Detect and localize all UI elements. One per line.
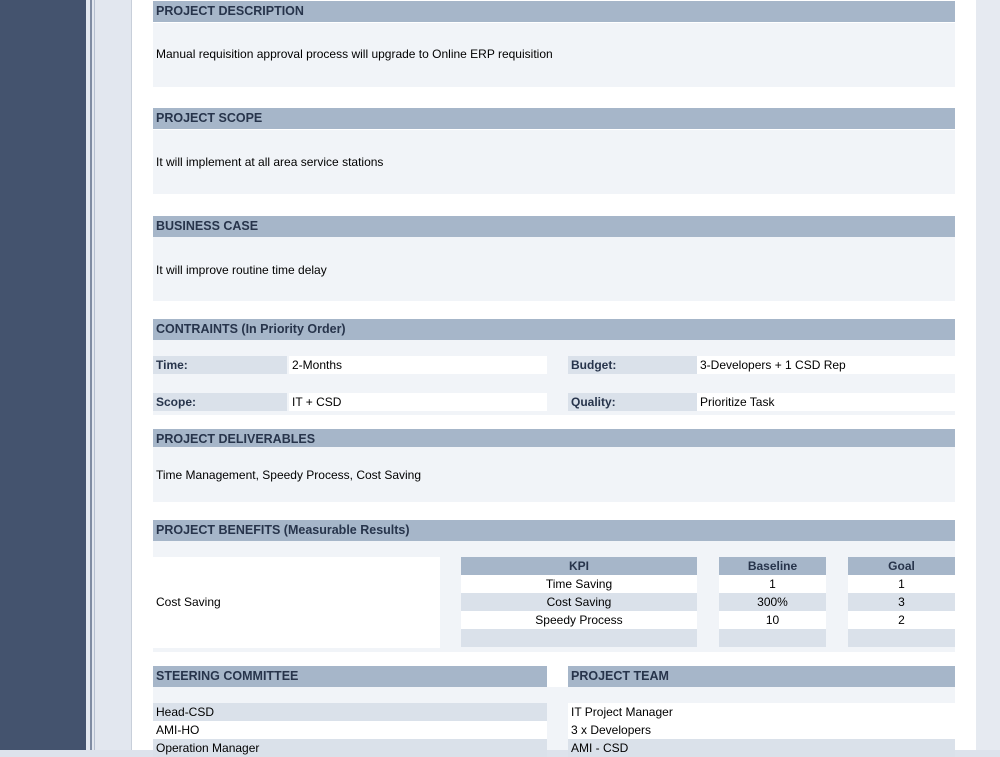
baseline-cell: 10	[719, 611, 826, 629]
deliverables-box	[153, 447, 955, 502]
project-description-box	[153, 23, 955, 87]
constraints-heading: CONTRAINTS (In Priority Order)	[153, 319, 955, 340]
kpi-cell: Time Saving	[461, 575, 697, 593]
budget-label: Budget:	[568, 356, 697, 374]
kpi-cell: Cost Saving	[461, 593, 697, 611]
project-description-text: Manual requisition approval process will upgrade to Online ERP requisition	[156, 47, 553, 61]
kpi-cell-empty	[461, 629, 697, 647]
committee-member: AMI-HO	[153, 721, 547, 739]
goal-cell: 2	[848, 611, 955, 629]
committee-member: Operation Manager	[153, 739, 547, 757]
goal-cell: 3	[848, 593, 955, 611]
goal-cell: 1	[848, 575, 955, 593]
project-scope-text: It will implement at all area service stations	[156, 155, 384, 169]
budget-value: 3-Developers + 1 CSD Rep	[697, 356, 955, 374]
team-member: AMI - CSD	[568, 739, 955, 757]
team-member: 3 x Developers	[568, 721, 955, 739]
deliverables-heading: PROJECT DELIVERABLES	[153, 429, 955, 450]
baseline-cell: 1	[719, 575, 826, 593]
steering-committee-heading: STEERING COMMITTEE	[153, 666, 547, 687]
team-member: IT Project Manager	[568, 703, 955, 721]
project-scope-heading: PROJECT SCOPE	[153, 108, 955, 129]
time-value: 2-Months	[289, 356, 547, 374]
sidebar	[0, 0, 86, 750]
business-case-text: It will improve routine time delay	[156, 263, 327, 277]
quality-label: Quality:	[568, 393, 697, 411]
deliverables-text: Time Management, Speedy Process, Cost Saving	[156, 468, 422, 482]
goal-cell-empty	[848, 629, 955, 647]
goal-header: Goal	[848, 557, 955, 575]
time-label: Time:	[153, 356, 287, 374]
business-case-heading: BUSINESS CASE	[153, 216, 955, 237]
business-case-box	[153, 237, 955, 301]
project-scope-box	[153, 130, 955, 194]
kpi-header: KPI	[461, 557, 697, 575]
baseline-header: Baseline	[719, 557, 826, 575]
scope-label: Scope:	[153, 393, 287, 411]
project-description-heading: PROJECT DESCRIPTION	[153, 1, 955, 22]
baseline-cell: 300%	[719, 593, 826, 611]
project-team-heading: PROJECT TEAM	[568, 666, 955, 687]
benefits-summary: Cost Saving	[153, 557, 440, 648]
left-gutter	[86, 0, 131, 750]
benefits-heading: PROJECT BENEFITS (Measurable Results)	[153, 520, 955, 541]
baseline-cell-empty	[719, 629, 826, 647]
kpi-cell: Speedy Process	[461, 611, 697, 629]
committee-member: Head-CSD	[153, 703, 547, 721]
quality-value: Prioritize Task	[697, 393, 955, 411]
right-gutter	[976, 0, 1000, 750]
scope-value: IT + CSD	[289, 393, 547, 411]
